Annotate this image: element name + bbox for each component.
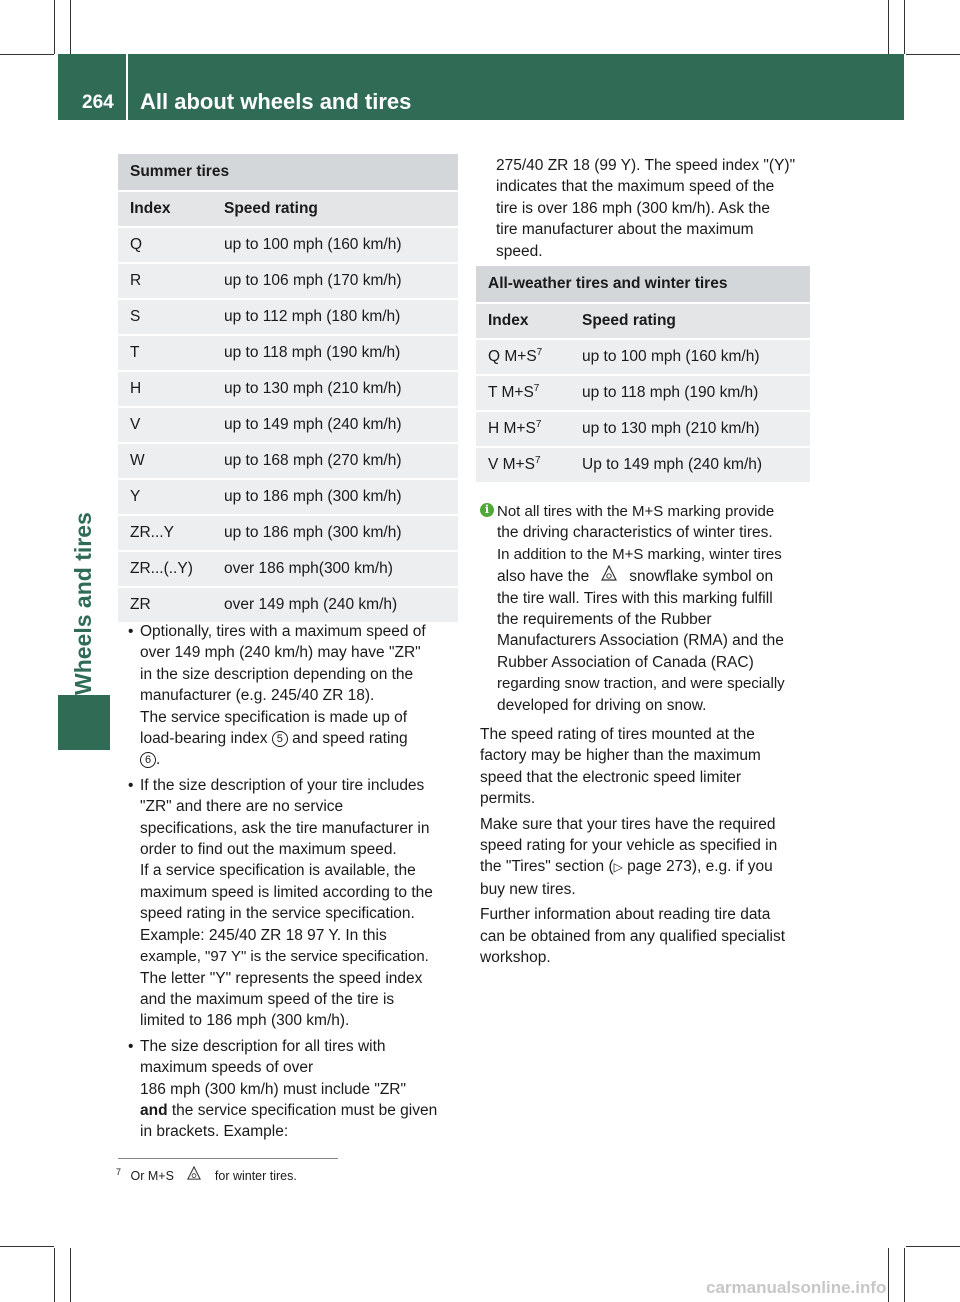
table-row: ZR over 149 mph (240 km/h) (118, 587, 458, 622)
side-tab-block (58, 695, 110, 750)
table-row: Q $M+S^7$ up to 100 mph (160 km/h) (476, 339, 810, 375)
side-tab-label: Wheels and tires (70, 512, 96, 695)
crop-mark (906, 1246, 960, 1247)
table-row: Y up to 186 mph (300 km/h) (118, 479, 458, 515)
crop-mark (904, 1248, 905, 1302)
table-row: T up to 118 mph (190 km/h) (118, 335, 458, 371)
paragraph: Make sure that your tires have the required speed rating for your vehicle as specified in the "Tires" section (▷ page 273), e.g. if you buy new tires. (480, 815, 778, 898)
footnote-rule (118, 1158, 338, 1159)
left-column-text (128, 621, 464, 1147)
crop-mark (54, 1248, 55, 1302)
info-icon: i (480, 503, 494, 517)
table-row: T $M+S^7$ up to 118 mph (190 km/h) (476, 375, 810, 411)
section-title: All about wheels and tires (140, 89, 412, 114)
winter-table-title: All-weather tires and winter tires (476, 266, 810, 303)
bullet-dot: • (128, 623, 134, 640)
crop-mark (904, 0, 905, 54)
page-ref-arrow-icon: ▷ (613, 860, 623, 875)
crop-mark (0, 1246, 54, 1247)
watermark-text: carmanualsonline.info (706, 1278, 887, 1297)
crop-mark (54, 0, 55, 54)
right-continuation-text: 275/40 ZR 18 (99 Y). The speed index "(Y)" indicates that the maximum speed of the tire is over 186 mph (300 km/h). Ask the tire manufacturer about the maximum speed. (496, 157, 796, 260)
table-row: R up to 106 mph (170 km/h) (118, 263, 458, 299)
paragraph: The speed rating of tires mounted at the factory may be higher than the maximum speed that the electronic speed limiter permits. (480, 726, 761, 808)
col-speed-header: Speed rating (212, 191, 458, 227)
table-row: ZR...(..Y) over 186 mph(300 km/h) (118, 551, 458, 587)
winter-tires-table (476, 266, 810, 482)
col-index-header: Index (118, 191, 212, 227)
bullet-item: • The size description for all tires with maximum speeds of over 186 mph (300 km/h) must include "ZR" and the service specification must be given in brackets. Example: (128, 1037, 438, 1141)
crop-mark (70, 0, 71, 54)
circled-number: 5 (272, 731, 288, 747)
col-speed-header: Speed rating (570, 303, 810, 339)
crop-mark (888, 0, 889, 54)
bullet-dot: • (128, 1037, 134, 1055)
table-row: H up to 130 mph (210 km/h) (118, 371, 458, 407)
crop-mark (906, 54, 960, 55)
bullet-dot: • (128, 776, 134, 794)
table-row: ZR...Y up to 186 mph (300 km/h) (118, 515, 458, 551)
circled-number: 6 (140, 752, 156, 768)
table-row: V $M+S^7$ Up to 149 mph (240 km/h) (476, 447, 810, 482)
paragraph: Further information about reading tire data can be obtained from any qualified specialist workshop. (480, 906, 786, 967)
crop-mark (70, 1248, 71, 1302)
footnote: $^7$ Or M+S for winter tires. (116, 1166, 297, 1183)
summer-tires-table (118, 154, 458, 622)
table-row: S up to 112 mph (180 km/h) (118, 299, 458, 335)
snowflake-mountain-icon (177, 1166, 211, 1183)
table-row: H $M+S^7$ up to 130 mph (210 km/h) (476, 411, 810, 447)
col-index-header: Index (476, 303, 570, 339)
crop-mark (888, 1248, 889, 1302)
page-number: 264 (82, 92, 114, 113)
header-divider (126, 54, 128, 120)
table-row: Q up to 100 mph (160 km/h) (118, 227, 458, 263)
bullet-item: • Optionally, tires with a maximum speed of over 149 mph (240 km/h) may have "ZR" in the size description depending on the manufacturer (e.g. 245/40 ZR 18). The service specification is made up of load-bearing index 5 and speed rating 6 . (128, 623, 426, 769)
crop-mark (0, 54, 54, 55)
summer-table-title: Summer tires (118, 154, 458, 191)
snowflake-mountain-icon (589, 565, 629, 587)
table-row: V up to 149 mph (240 km/h) (118, 407, 458, 443)
table-row: W up to 168 mph (270 km/h) (118, 443, 458, 479)
info-note: i Not all tires with the M+S marking provide the driving characteristics of winter tires. In addition to the M+S marking, winter tires also have the snowflake symbol on the tire wall. Tires with this marking fulfill the requirements of the Rubber Manufacturers Association (RMA) and the Rubber Association of Canada (RAC) regarding snow traction, and were specially developed for driving on snow. (480, 501, 816, 716)
right-paragraphs (480, 724, 820, 972)
bullet-item: • If the size description of your tire includes "ZR" and there are no service specifications, ask the tire manufacturer in order to find out the maximum speed. If a service specification is available, the maximum speed is limited according to the speed rating in the service specification. Example: 245/40 ZR 18 97 Y. In this example, "97 Y" is the service specification. The letter "Y" represents the speed index and the maximum speed of the tire is limited to 186 mph (300 km/h). (128, 776, 433, 1030)
